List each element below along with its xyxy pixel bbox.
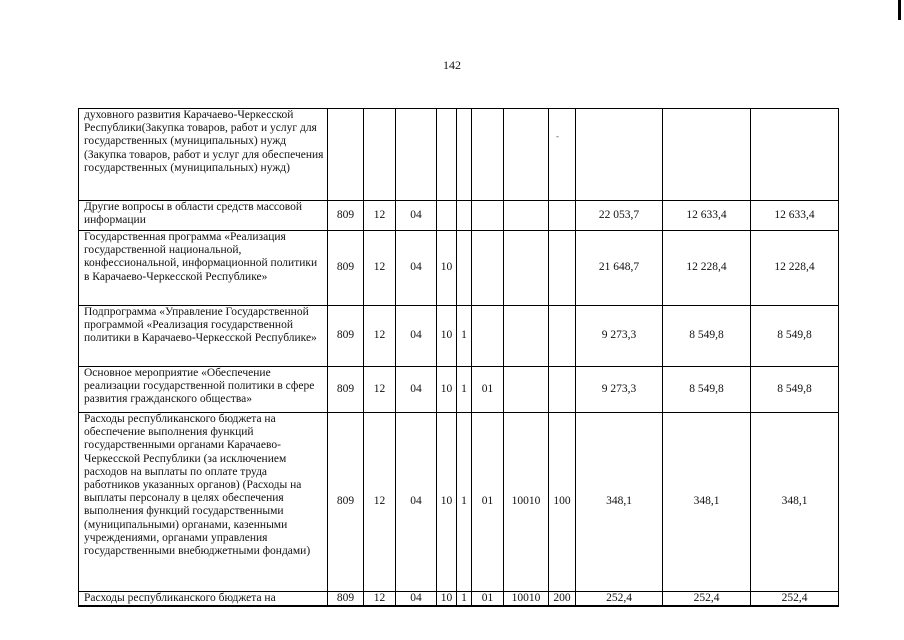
- cell-event: [472, 231, 504, 306]
- cell-sum-1: 252,4: [576, 592, 663, 607]
- cell-section: 12: [364, 306, 396, 367]
- cell-event: 01: [472, 592, 504, 607]
- row-name: Государственная программа «Реализация государственной национальной, конфессиональной, информационной политики в Карачаево-Черкесской Республике»: [79, 231, 328, 306]
- cell-sum-2: 8 549,8: [663, 306, 751, 367]
- row-name: Расходы республиканского бюджета на обеспечение выполнения функций государственными органами Карачаево-Черкесской Республики (за исключением расходов на выплаты по оплате труда работников указанных органов) (Расходы на выплаты персоналу в целях обеспечения выполнения функций государственными (муниципальными) органами, казенными учреждениями, органами управления государственными внебюджетными фондами): [79, 413, 328, 592]
- cell-event: 01: [472, 413, 504, 592]
- table-row: [79, 306, 839, 367]
- cell-event: 01: [472, 367, 504, 413]
- cell-ministry: 809: [328, 201, 364, 231]
- cell-direction: [504, 231, 549, 306]
- cell-sum-1: [576, 109, 663, 201]
- cell-sum-1: 348,1: [576, 413, 663, 592]
- row-name: Основное мероприятие «Обеспечение реализации государственной политики в сфере развития гражданского общества»: [79, 367, 328, 413]
- cell-subprogram: [457, 231, 472, 306]
- cell-sum-3: 12 633,4: [751, 201, 839, 231]
- cell-subsection: 04: [396, 413, 437, 592]
- cell-subprogram: 1: [457, 592, 472, 607]
- cell-sum-3: [751, 109, 839, 201]
- cell-expense-type: [549, 367, 576, 413]
- cell-direction: 10010: [504, 413, 549, 592]
- cell-direction: [504, 109, 549, 201]
- cell-subsection: [396, 109, 437, 201]
- row-name: Другие вопросы в области средств массовой информации: [79, 201, 328, 231]
- cell-ministry: 809: [328, 231, 364, 306]
- cell-program: 10: [437, 306, 457, 367]
- cell-sum-1: 21 648,7: [576, 231, 663, 306]
- table-row: [79, 413, 839, 592]
- cell-section: 12: [364, 367, 396, 413]
- cell-expense-type: [549, 109, 576, 201]
- cell-direction: [504, 201, 549, 231]
- cell-section: 12: [364, 413, 396, 592]
- table-row: [79, 592, 839, 607]
- cell-direction: 10010: [504, 592, 549, 607]
- cell-section: 12: [364, 231, 396, 306]
- cell-expense-type: [549, 306, 576, 367]
- cell-ministry: 809: [328, 592, 364, 607]
- table-row: [79, 231, 839, 306]
- cell-sum-3: 348,1: [751, 413, 839, 592]
- cell-subprogram: 1: [457, 306, 472, 367]
- cell-sum-1: 22 053,7: [576, 201, 663, 231]
- cell-sum-2: [663, 109, 751, 201]
- cell-subprogram: [457, 109, 472, 201]
- cell-sum-2: 12 228,4: [663, 231, 751, 306]
- cell-program: [437, 109, 457, 201]
- cell-subsection: 04: [396, 306, 437, 367]
- cell-sum-1: 9 273,3: [576, 306, 663, 367]
- scan-edge-mark: [898, 0, 901, 20]
- cell-sum-3: 8 549,8: [751, 306, 839, 367]
- table-row: [79, 367, 839, 413]
- cell-ministry: 809: [328, 306, 364, 367]
- cell-expense-type: [549, 231, 576, 306]
- cell-expense-type: 200: [549, 592, 576, 607]
- cell-subsection: 04: [396, 231, 437, 306]
- cell-sum-2: 12 633,4: [663, 201, 751, 231]
- cell-section: 12: [364, 592, 396, 607]
- cell-event: [472, 109, 504, 201]
- cell-program: 10: [437, 592, 457, 607]
- cell-sum-2: 8 549,8: [663, 367, 751, 413]
- cell-program: 10: [437, 413, 457, 592]
- scan-artifact: -: [556, 131, 559, 141]
- cell-program: [437, 201, 457, 231]
- cell-subsection: 04: [396, 201, 437, 231]
- row-name: духовного развития Карачаево-Черкесской Республики(Закупка товаров, работ и услуг для государственных (муниципальных) нужд (Закупка товаров, работ и услуг для обеспечения государственных (муниципальных) нужд): [79, 109, 328, 201]
- cell-subprogram: [457, 201, 472, 231]
- cell-sum-2: 348,1: [663, 413, 751, 592]
- cell-expense-type: [549, 201, 576, 231]
- cell-direction: [504, 367, 549, 413]
- cell-ministry: [328, 109, 364, 201]
- table-row: [79, 201, 839, 231]
- cell-sum-3: 252,4: [751, 592, 839, 607]
- cell-section: 12: [364, 201, 396, 231]
- cell-sum-1: 9 273,3: [576, 367, 663, 413]
- cell-sum-3: 12 228,4: [751, 231, 839, 306]
- cell-event: [472, 201, 504, 231]
- budget-table: [78, 108, 839, 607]
- cell-sum-2: 252,4: [663, 592, 751, 607]
- cell-event: [472, 306, 504, 367]
- cell-subprogram: 1: [457, 367, 472, 413]
- cell-program: 10: [437, 231, 457, 306]
- page-number: 142: [443, 58, 461, 72]
- cell-ministry: 809: [328, 367, 364, 413]
- cell-program: 10: [437, 367, 457, 413]
- cell-direction: [504, 306, 549, 367]
- cell-expense-type: 100: [549, 413, 576, 592]
- cell-subprogram: 1: [457, 413, 472, 592]
- row-name: Расходы республиканского бюджета на: [79, 592, 328, 607]
- cell-subsection: 04: [396, 592, 437, 607]
- cell-ministry: 809: [328, 413, 364, 592]
- cell-section: [364, 109, 396, 201]
- table-row: [79, 109, 839, 201]
- cell-sum-3: 8 549,8: [751, 367, 839, 413]
- row-name: Подпрограмма «Управление Государственной программой «Реализация государственной политики в Карачаево-Черкесской Республике»: [79, 306, 328, 367]
- cell-subsection: 04: [396, 367, 437, 413]
